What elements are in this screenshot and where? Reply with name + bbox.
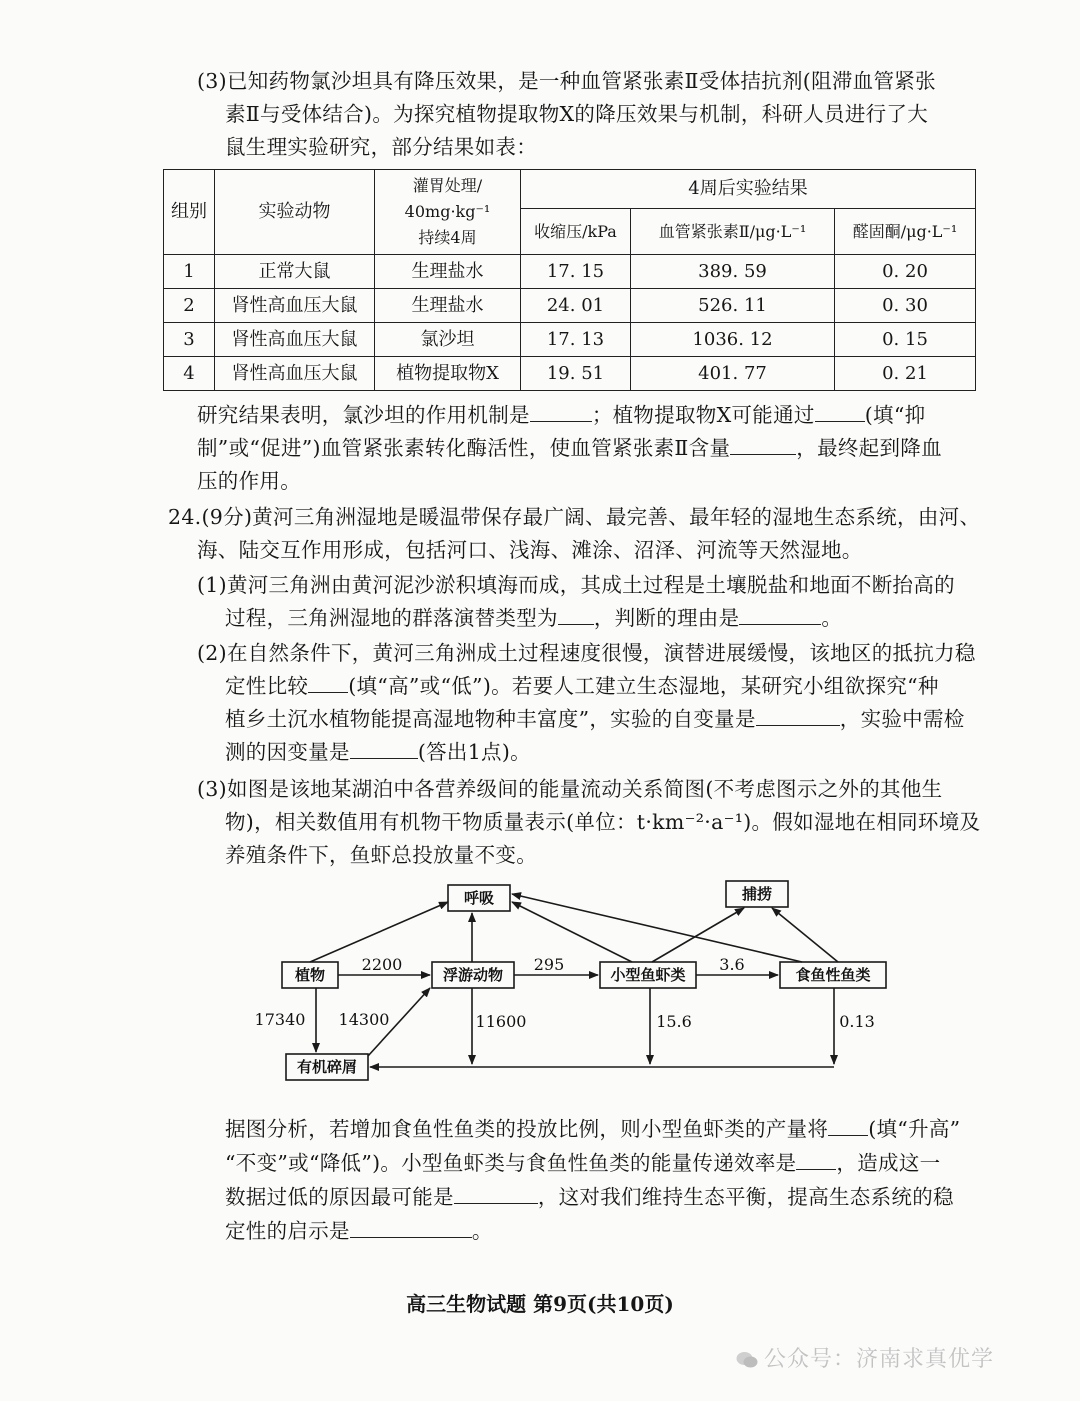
experiment-results-table — [163, 169, 976, 391]
answer-blank[interactable] — [796, 1149, 836, 1170]
q23-question-line-1 — [197, 398, 925, 432]
q24-text: (答出1点)。 — [417, 740, 531, 764]
cell-ang: 389. 59 — [631, 255, 835, 289]
q24-text: 植乡土沉水植物能提高湿地物种丰富度”，实验的自变量是 — [225, 707, 756, 731]
q23-text: ，最终起到降血 — [796, 436, 942, 460]
q23-intro-line-1: (3)已知药物氯沙坦具有降压效果，是一种血管紧张素Ⅱ受体拮抗剂(阻滞血管紧张 — [197, 69, 936, 93]
header-result: 4周后实验结果 — [521, 170, 976, 209]
header-treatment-line-3: 持续4周 — [418, 228, 477, 247]
node-small-fish-shrimp: 小型鱼虾类 — [610, 966, 686, 984]
q24-intro-line-2: 海、陆交互作用形成，包括河口、浅海、滩涂、沼泽、河流等天然湿地。 — [197, 538, 863, 562]
q24-text: ，实验中需检 — [839, 707, 965, 731]
q24-3-line-2: 物)，相关数值用有机物干物质量表示(单位：t·km⁻²·a⁻¹)。假如湿地在相同环境及 — [225, 810, 981, 834]
node-respiration: 呼吸 — [463, 889, 495, 907]
q24-text: 定性比较 — [225, 674, 309, 698]
header-treatment-line-2: 40mg·kg⁻¹ — [404, 202, 491, 221]
q23-question-line-2 — [197, 431, 942, 465]
q24-text: 据图分析，若增加食鱼性鱼类的投放比例，则小型鱼虾类的产量将 — [225, 1117, 829, 1141]
energy-flow-diagram — [240, 868, 900, 1088]
q24-text: ，判断的理由是 — [593, 606, 740, 630]
cell-group: 3 — [164, 323, 215, 357]
q24-3-question-line-1 — [225, 1112, 960, 1146]
node-carnivorous-fish: 食鱼性鱼类 — [795, 966, 871, 984]
q24-2-line-3 — [225, 702, 965, 736]
cell-animal: 肾性高血压大鼠 — [215, 323, 375, 357]
answer-blank[interactable] — [350, 1217, 472, 1238]
q24-text: 定性的启示是 — [225, 1219, 350, 1243]
node-zooplankton: 浮游动物 — [442, 966, 504, 984]
answer-blank[interactable] — [739, 604, 821, 625]
q24-text: 数据过低的原因最可能是 — [225, 1185, 454, 1209]
arrow-small-to-respiration — [512, 902, 632, 962]
wechat-watermark — [736, 1342, 994, 1373]
cell-treatment: 植物提取物X — [375, 357, 521, 391]
header-animal: 实验动物 — [215, 170, 375, 255]
q24-3-line-3: 养殖条件下，鱼虾总投放量不变。 — [225, 843, 537, 867]
q24-3-question-line-4 — [225, 1214, 493, 1248]
header-angiotensin: 血管紧张素Ⅱ/μg·L⁻¹ — [631, 209, 835, 255]
answer-blank[interactable] — [350, 738, 418, 759]
table-row — [164, 323, 976, 357]
q24-text: ，这对我们维持生态平衡，提高生态系统的稳 — [537, 1185, 954, 1209]
q23-question-line-3: 压的作用。 — [197, 469, 301, 493]
q24-intro-line-1: 24.(9分)黄河三角洲湿地是暖温带保存最广阔、最完善、最年轻的湿地生态系统，由河、 — [168, 505, 981, 529]
cell-ang: 401. 77 — [631, 357, 835, 391]
q24-text: (填“升高” — [868, 1117, 961, 1141]
q24-text: “不变”或“降低”)。小型鱼虾类与食鱼性鱼类的能量传递效率是 — [225, 1151, 797, 1175]
q23-text: 制”或“促进”)血管紧张素转化酶活性，使血管紧张素Ⅱ含量 — [197, 436, 731, 460]
cell-group: 4 — [164, 357, 215, 391]
cell-animal: 肾性高血压大鼠 — [215, 357, 375, 391]
flow-value-2200: 2200 — [361, 955, 403, 974]
answer-blank[interactable] — [308, 672, 348, 693]
q24-3-question-line-3 — [225, 1180, 954, 1214]
q24-2-line-1: (2)在自然条件下，黄河三角洲成土过程速度很慢，演替进展缓慢，该地区的抵抗力稳 — [197, 641, 976, 665]
flow-value-15-6: 15.6 — [656, 1012, 692, 1031]
header-treatment — [375, 170, 521, 255]
cell-sbp: 19. 51 — [521, 357, 631, 391]
table-row — [164, 255, 976, 289]
cell-ald: 0. 15 — [835, 323, 976, 357]
cell-animal: 正常大鼠 — [215, 255, 375, 289]
node-plants: 植物 — [294, 966, 326, 984]
q24-text: (填“高”或“低”)。若要人工建立生态湿地，某研究小组欲探究“种 — [348, 674, 939, 698]
cell-ang: 526. 11 — [631, 289, 835, 323]
cell-sbp: 24. 01 — [521, 289, 631, 323]
answer-blank[interactable] — [815, 401, 865, 422]
q24-3-line-1: (3)如图是该地某湖泊中各营养级间的能量流动关系简图(不考虑图示之外的其他生 — [197, 777, 943, 801]
node-fishing: 捕捞 — [741, 885, 773, 903]
cell-treatment: 氯沙坦 — [375, 323, 521, 357]
cell-ald: 0. 30 — [835, 289, 976, 323]
node-detritus: 有机碎屑 — [296, 1058, 358, 1076]
arrow-carnivorous-to-fishing — [772, 908, 838, 962]
answer-blank[interactable] — [756, 705, 840, 726]
q23-text: (填“抑 — [864, 403, 926, 427]
table-row — [164, 357, 976, 391]
table-row — [164, 289, 976, 323]
q24-2-line-4 — [225, 735, 531, 769]
arrow-carnivorous-to-respiration — [512, 894, 802, 962]
cell-sbp: 17. 15 — [521, 255, 631, 289]
cell-ang: 1036. 12 — [631, 323, 835, 357]
header-group: 组别 — [164, 170, 215, 255]
header-aldosterone: 醛固酮/μg·L⁻¹ — [835, 209, 976, 255]
q23-intro-line-3: 鼠生理实验研究，部分结果如表： — [225, 135, 537, 159]
q24-1-line-2 — [225, 601, 842, 635]
flow-value-14300: 14300 — [338, 1010, 390, 1029]
flow-value-17340: 17340 — [254, 1010, 306, 1029]
arrow-plants-to-respiration — [310, 902, 448, 962]
flow-value-0-13: 0.13 — [839, 1012, 875, 1031]
answer-blank[interactable] — [454, 1183, 538, 1204]
flow-value-295: 295 — [533, 955, 565, 974]
answer-blank[interactable] — [558, 604, 594, 625]
cell-animal: 肾性高血压大鼠 — [215, 289, 375, 323]
header-systolic-pressure: 收缩压/kPa — [521, 209, 631, 255]
cell-treatment: 生理盐水 — [375, 289, 521, 323]
page-footer: 高三生物试题 第9页(共10页) — [406, 1292, 674, 1316]
answer-blank[interactable] — [730, 434, 796, 455]
q24-text: 。 — [821, 606, 843, 630]
flow-value-3-6: 3.6 — [719, 955, 745, 974]
q24-text: 测的因变量是 — [225, 740, 350, 764]
answer-blank[interactable] — [828, 1115, 868, 1136]
arrow-small-to-fishing — [652, 908, 744, 962]
header-treatment-line-1: 灌胃处理/ — [412, 176, 483, 195]
flow-value-11600: 11600 — [475, 1012, 527, 1031]
q24-3-question-line-2 — [225, 1146, 940, 1180]
q23-intro-line-2: 素Ⅱ与受体结合)。为探究植物提取物X的降压效果与机制，科研人员进行了大 — [225, 102, 929, 126]
cell-group: 2 — [164, 289, 215, 323]
q24-1-line-1: (1)黄河三角洲由黄河泥沙淤积填海而成，其成土过程是土壤脱盐和地面不断抬高的 — [197, 573, 955, 597]
answer-blank[interactable] — [530, 401, 592, 422]
watermark-text: 公众号：济南求真优学 — [764, 1347, 995, 1372]
q24-text: ，造成这一 — [836, 1151, 941, 1175]
q24-2-line-2 — [225, 669, 939, 703]
cell-sbp: 17. 13 — [521, 323, 631, 357]
cell-group: 1 — [164, 255, 215, 289]
wechat-icon — [736, 1351, 758, 1369]
q24-text: 。 — [471, 1219, 493, 1243]
q24-text: 过程，三角洲湿地的群落演替类型为 — [225, 606, 558, 630]
q23-text: ；植物提取物X可能通过 — [591, 403, 815, 427]
q23-text: 研究结果表明，氯沙坦的作用机制是 — [197, 403, 530, 427]
cell-treatment: 生理盐水 — [375, 255, 521, 289]
cell-ald: 0. 20 — [835, 255, 976, 289]
cell-ald: 0. 21 — [835, 357, 976, 391]
